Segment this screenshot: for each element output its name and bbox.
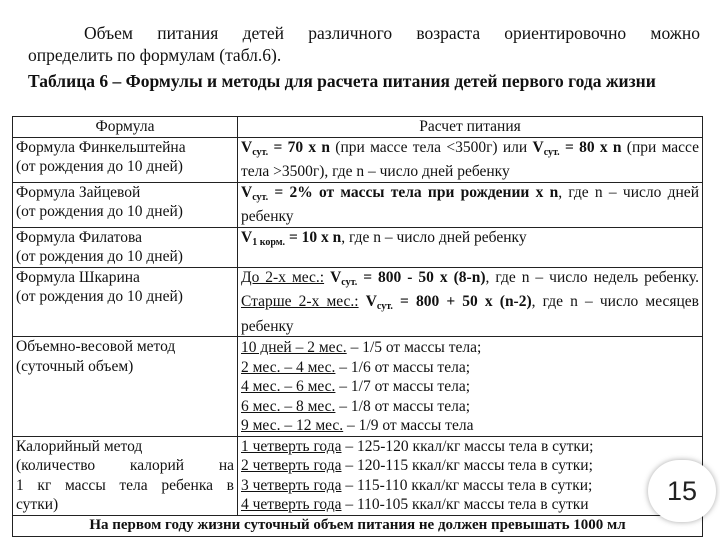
list-item: 10 дней – 2 мес. – 1/5 от массы тела; bbox=[241, 339, 482, 356]
table-row bbox=[13, 436, 703, 515]
formula-name: Объемно-весовой метод bbox=[16, 338, 176, 355]
table-row bbox=[13, 337, 703, 437]
formula-cell bbox=[13, 227, 238, 267]
formula-period: (от рождения до 10 дней) bbox=[16, 288, 183, 305]
list-item: 3 четверть года – 115-110 ккал/кг массы тела в сутки; bbox=[241, 476, 593, 494]
header-formula: Формула bbox=[13, 117, 238, 138]
formula-period-line: сутки) bbox=[16, 496, 59, 513]
calculation-cell: $V_{сут.} = 70$ х n (при массе тела <3500г) или $V_{сут.} = 80$ х n (при массе тела >3500г), где n – число дней ребенку bbox=[238, 137, 703, 182]
page-number-badge[interactable]: 15 bbox=[648, 460, 716, 522]
header-calculation: Расчет питания bbox=[238, 117, 703, 138]
formula-cell bbox=[13, 182, 238, 227]
table-row bbox=[13, 267, 703, 337]
intro-line-2: определить по формулам (табл.6). bbox=[28, 45, 282, 65]
formula-cell bbox=[13, 337, 238, 437]
intro-line-1: Объем питания детей различного возраста ориентировочно можно bbox=[84, 23, 700, 43]
list-item: 4 мес. – 6 мес. – 1/7 от массы тела; bbox=[241, 378, 471, 395]
formula-name: Формула Филатова bbox=[16, 228, 142, 246]
list-item: 6 мес. – 8 мес. – 1/8 от массы тела; bbox=[241, 397, 471, 415]
list-item: 2 мес. – 4 мес. – 1/6 от массы тела; bbox=[241, 358, 471, 376]
list-item: 1 четверть года – 125-120 ккал/кг массы тела в сутки; bbox=[241, 437, 594, 455]
calculation-cell bbox=[238, 436, 703, 515]
formula-name: Формула Финкельштейна bbox=[16, 138, 186, 156]
formula-name: Калорийный метод bbox=[16, 437, 143, 455]
table-row bbox=[13, 137, 703, 182]
formula-period: (от рождения до 10 дней) bbox=[16, 248, 183, 265]
formula-period-line: 1 кг массы тела ребенка в bbox=[16, 476, 234, 494]
formula-cell bbox=[13, 137, 238, 182]
list-item: 2 четверть года – 120-115 ккал/кг массы тела в сутки; bbox=[241, 457, 593, 474]
formula-period: (от рождения до 10 дней) bbox=[16, 158, 183, 175]
list-item: 4 четверть года – 110-105 ккал/кг массы тела в сутки bbox=[241, 496, 589, 513]
table-title: Таблица 6 – Формулы и методы для расчета питания детей первого года жизни bbox=[28, 71, 656, 91]
calculation-cell: До 2-х мес.: $V_{сут.} = 800 - 50$ х (8-n), где n – число недель ребенку. Старше 2-х мес.: $V_{сут.} = 800 + 50$ х (n-2), где n – число месяцев ребенку bbox=[238, 267, 703, 337]
formula-period: (суточный объем) bbox=[16, 357, 134, 375]
table-header-row bbox=[13, 117, 703, 138]
table-row bbox=[13, 182, 703, 227]
list-item: 9 мес. – 12 мес. – 1/9 от массы тела bbox=[241, 417, 474, 434]
formula-cell bbox=[13, 267, 238, 337]
calculation-cell bbox=[238, 337, 703, 437]
formula-name: Формула Зайцевой bbox=[16, 183, 141, 201]
calculation-cell: $V_{сут.} = 2\%$ от массы тела при рождении х n, где n – число дней ребенку bbox=[238, 182, 703, 227]
table-footer-note: На первом году жизни суточный объем питания не должен превышать 1000 мл bbox=[13, 515, 703, 536]
formula-period-line: (количество калорий на bbox=[16, 457, 234, 474]
formula-name: Формула Шкарина bbox=[16, 268, 140, 286]
formula-period: (от рождения до 10 дней) bbox=[16, 203, 183, 220]
nutrition-formulas-table bbox=[12, 116, 703, 537]
table-row bbox=[13, 227, 703, 267]
intro-paragraph bbox=[28, 22, 700, 66]
formula-cell bbox=[13, 436, 238, 515]
calculation-cell: $V_{1 корм.} = 10$ х n, где n – число дней ребенку bbox=[238, 227, 703, 267]
